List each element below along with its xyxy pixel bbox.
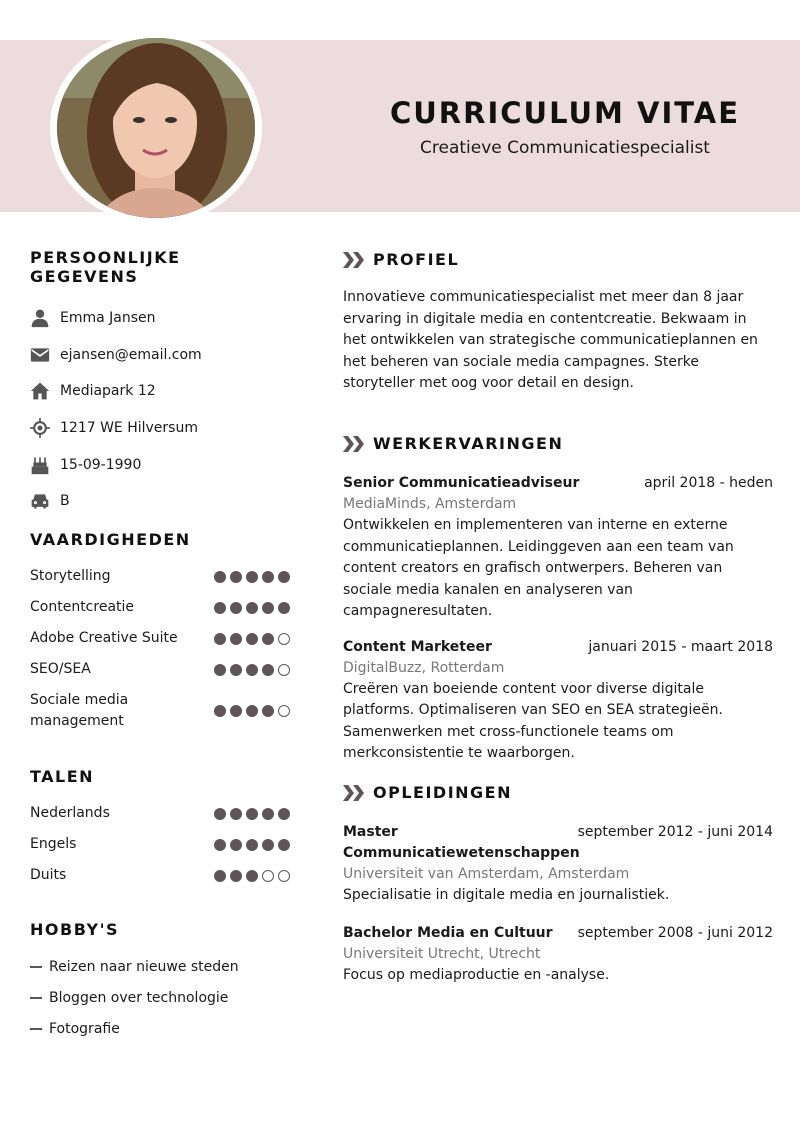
rating-dot-filled	[230, 633, 242, 645]
language-name: Engels	[30, 836, 77, 852]
rating-dot-filled	[214, 602, 226, 614]
hobby-list	[30, 951, 290, 1044]
rating-dot-empty	[278, 664, 290, 676]
language-name: Duits	[30, 867, 67, 883]
education-desc: Specialisatie in digitale media en journalistiek.	[343, 887, 670, 903]
rating-dot-filled	[246, 870, 258, 882]
profile-section	[343, 250, 773, 395]
birthday-cake-icon	[30, 455, 50, 475]
rating-dot-filled	[246, 602, 258, 614]
language-list	[30, 798, 290, 891]
skills-section	[30, 530, 290, 737]
hobbies-title: HOBBY'S	[30, 920, 120, 939]
rating-dot-filled	[214, 664, 226, 676]
contact-name	[30, 300, 290, 337]
experience-header	[343, 434, 773, 453]
rating-dot-filled	[262, 839, 274, 851]
rating-dot-filled	[214, 808, 226, 820]
double-chevron-icon	[343, 785, 365, 801]
profile-title: PROFIEL	[373, 250, 460, 269]
profile-photo	[57, 38, 255, 218]
rating-dot-filled	[278, 808, 290, 820]
rating-dot-filled	[214, 705, 226, 717]
job-title: Senior Communicatieadviseur	[343, 475, 580, 491]
cv-subtitle: Creatieve Communicatiespecialist	[420, 138, 710, 158]
rating-dot-filled	[246, 839, 258, 851]
skill-row	[30, 685, 290, 737]
job-period: januari 2015 - maart 2018	[588, 638, 773, 655]
language-row	[30, 860, 290, 891]
rating-dot-filled	[246, 633, 258, 645]
rating-dot-filled	[278, 602, 290, 614]
cv-title: CURRICULUM VITAE	[389, 96, 741, 130]
skill-rating	[214, 664, 290, 676]
dash-icon	[30, 997, 42, 999]
contact-city	[30, 410, 290, 447]
language-row	[30, 829, 290, 860]
profile-header	[343, 250, 773, 269]
language-name: Nederlands	[30, 805, 110, 821]
rating-dot-empty	[262, 870, 274, 882]
education-org: Universiteit Utrecht, Utrecht	[343, 945, 541, 962]
job-entry	[343, 637, 773, 765]
languages-title: TALEN	[30, 767, 95, 786]
hobbies-section	[30, 920, 290, 1044]
car-icon	[30, 491, 50, 511]
rating-dot-filled	[230, 664, 242, 676]
education-entry	[343, 822, 773, 907]
education-period: september 2012 - juni 2014	[577, 824, 773, 840]
skill-rating	[214, 705, 290, 717]
double-chevron-icon	[343, 252, 365, 268]
hobby-item	[30, 1013, 290, 1044]
personal-title: PERSOONLIJKE GEGEVENS	[30, 248, 181, 286]
job-desc: Creëren van boeiende content voor diverse digitale platforms. Optimaliseren van SEO en SEA strategieën. Samenwerken met cross-functionele teams om merkconsistentie te waarborgen.	[343, 680, 723, 761]
rating-dot-filled	[246, 571, 258, 583]
skill-rating	[214, 602, 290, 614]
rating-dot-filled	[262, 808, 274, 820]
contact-value: 15-09-1990	[60, 456, 142, 473]
skill-row	[30, 561, 290, 592]
skill-name: Contentcreatie	[30, 599, 135, 615]
skill-list	[30, 561, 290, 737]
rating-dot-filled	[230, 870, 242, 882]
dash-icon	[30, 966, 42, 968]
rating-dot-filled	[262, 602, 274, 614]
contact-address	[30, 373, 290, 410]
education-period: september 2008 - juni 2012	[577, 924, 773, 941]
skill-row	[30, 654, 290, 685]
hobby-text: Bloggen over technologie	[49, 989, 229, 1006]
skill-name: Sociale media management	[30, 692, 129, 729]
rating-dot-filled	[230, 602, 242, 614]
education-title-text: Bachelor Media en Cultuur	[343, 924, 553, 941]
profile-text: Innovatieve communicatiespecialist met meer dan 8 jaar ervaring in digitale media en contentcreatie. Bekwaam in het ontwikkelen van strategische communicatieplannen en het beheren van sociale media campagnes. Sterke storyteller met oog voor detail en design.	[343, 289, 758, 391]
job-org: MediaMinds, Amsterdam	[343, 496, 517, 512]
education-section	[343, 783, 773, 986]
person-icon	[30, 308, 50, 328]
rating-dot-empty	[278, 870, 290, 882]
contact-value: 1217 WE Hilversum	[60, 420, 198, 437]
languages-section	[30, 767, 290, 891]
rating-dot-filled	[246, 664, 258, 676]
job-desc: Ontwikkelen en implementeren van interne en externe communicatieplannen. Leidinggeven aan een team van content creators en grafisch ontwerpers. Beheren van sociale media kanalen en analyseren van campagneresultaten.	[343, 517, 734, 619]
education-desc: Focus op mediaproductie en -analyse.	[343, 966, 610, 983]
language-rating	[214, 870, 290, 882]
home-icon	[30, 381, 50, 401]
education-title: OPLEIDINGEN	[373, 783, 512, 802]
skill-rating	[214, 571, 290, 583]
hobby-item	[30, 982, 290, 1013]
contact-value: B	[60, 493, 70, 510]
rating-dot-filled	[214, 633, 226, 645]
contact-email	[30, 337, 290, 374]
rating-dot-filled	[262, 571, 274, 583]
skill-rating	[214, 633, 290, 645]
rating-dot-filled	[246, 705, 258, 717]
job-org: DigitalBuzz, Rotterdam	[343, 659, 505, 676]
rating-dot-filled	[262, 705, 274, 717]
hobby-text: Fotografie	[49, 1020, 120, 1037]
contact-license	[30, 483, 290, 520]
education-entry	[343, 923, 773, 987]
skill-row	[30, 592, 290, 623]
rating-dot-filled	[214, 870, 226, 882]
language-row	[30, 798, 290, 829]
skill-name: Adobe Creative Suite	[30, 630, 178, 646]
rating-dot-filled	[278, 571, 290, 583]
rating-dot-filled	[262, 633, 274, 645]
rating-dot-filled	[214, 571, 226, 583]
rating-dot-filled	[278, 839, 290, 851]
language-rating	[214, 808, 290, 820]
skill-name: SEO/SEA	[30, 661, 91, 677]
experience-title: WERKERVARINGEN	[373, 434, 564, 453]
contact-list	[30, 300, 290, 520]
double-chevron-icon	[343, 436, 365, 452]
rating-dot-empty	[278, 705, 290, 717]
envelope-icon	[30, 345, 50, 365]
location-target-icon	[30, 418, 50, 438]
contact-value: ejansen@email.com	[60, 346, 202, 363]
job-title: Content Marketeer	[343, 638, 492, 655]
contact-value: Emma Jansen	[60, 310, 156, 327]
rating-dot-filled	[214, 839, 226, 851]
skill-row	[30, 623, 290, 654]
education-header	[343, 783, 773, 802]
rating-dot-filled	[230, 808, 242, 820]
rating-dot-filled	[230, 839, 242, 851]
job-entry	[343, 473, 773, 623]
rating-dot-filled	[262, 664, 274, 676]
rating-dot-filled	[230, 705, 242, 717]
contact-birthdate	[30, 446, 290, 483]
hobby-text: Reizen naar nieuwe steden	[49, 958, 239, 975]
contact-value: Mediapark 12	[60, 383, 156, 400]
job-period: april 2018 - heden	[644, 475, 773, 491]
skill-name: Storytelling	[30, 568, 111, 584]
personal-section	[30, 248, 290, 520]
hobby-item	[30, 951, 290, 982]
dash-icon	[30, 1028, 42, 1030]
rating-dot-empty	[278, 633, 290, 645]
education-title-text: Master Communicatiewetenschappen	[343, 824, 580, 861]
skills-title: VAARDIGHEDEN	[30, 530, 191, 549]
rating-dot-filled	[246, 808, 258, 820]
language-rating	[214, 839, 290, 851]
rating-dot-filled	[230, 571, 242, 583]
education-org: Universiteit van Amsterdam, Amsterdam	[343, 866, 630, 882]
experience-section	[343, 434, 773, 765]
